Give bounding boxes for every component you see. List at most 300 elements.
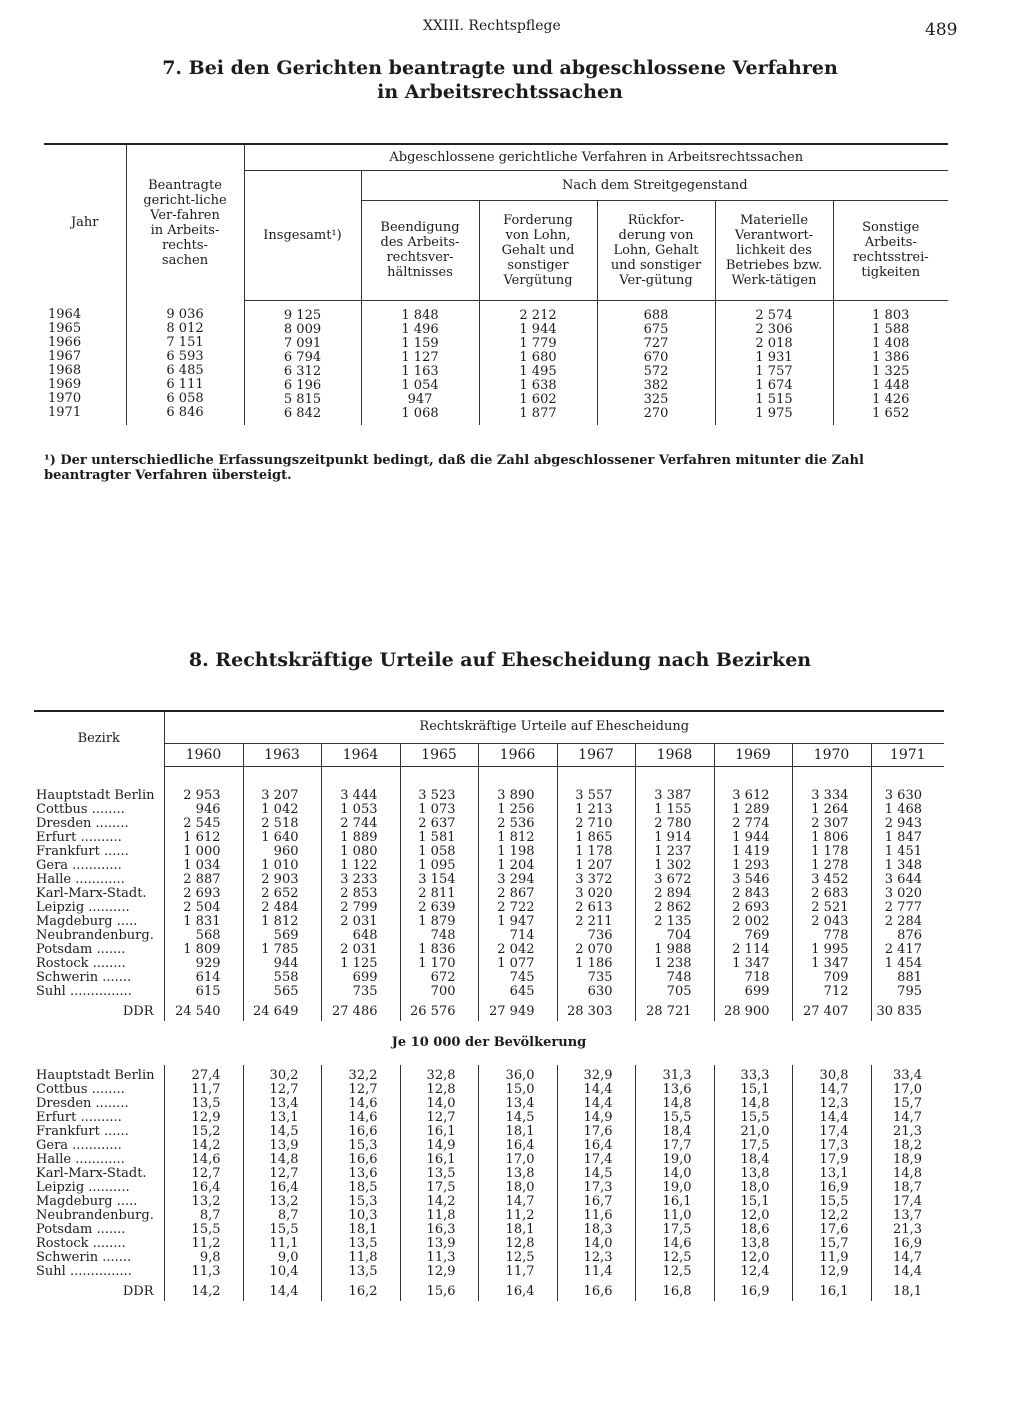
cell-value: 2 903 [261, 871, 299, 887]
cell-value: 1 640 [261, 829, 299, 845]
cell-value: 876 [897, 927, 922, 943]
cell-value: 11,3 [426, 1249, 456, 1265]
cell-value: 709 [823, 969, 849, 985]
col-absolute-1967 [557, 785, 635, 1001]
cell-value: 778 [823, 927, 849, 943]
cell-value: 18,4 [662, 1123, 692, 1139]
cell-value: 12,7 [348, 1081, 378, 1097]
cell-value: 1 077 [497, 955, 535, 971]
cell-value: 12,2 [819, 1207, 849, 1223]
cell-materielle: 1 515 [755, 391, 793, 407]
cell-value: 12,7 [269, 1165, 299, 1181]
cell-value: 14,9 [426, 1137, 456, 1153]
cell-value: 12,0 [740, 1249, 770, 1265]
cell-forderung: 1 495 [519, 363, 557, 379]
cell-jahr: 1971 [48, 405, 82, 420]
cell-value: 11,0 [662, 1207, 692, 1223]
cell-value: 15,0 [505, 1081, 535, 1097]
col-absolute-1971 [871, 785, 944, 1001]
cell-rueck: 382 [643, 377, 669, 393]
cell-value: 1 468 [884, 801, 922, 817]
cell-value: 3 452 [811, 871, 849, 887]
cell-value: 16,1 [662, 1193, 692, 1209]
cell-value: 14,0 [662, 1165, 692, 1181]
cell-beantragt: 6 111 [166, 377, 204, 392]
cell-forderung: 1 680 [519, 349, 557, 365]
cell-value: 12,5 [505, 1249, 535, 1265]
cell-value: 1 347 [811, 955, 849, 971]
cell-value: 18,0 [740, 1179, 770, 1195]
cell-value: 1 836 [418, 941, 456, 957]
col-beantragt-values [126, 300, 244, 425]
cell-value: 13,5 [348, 1235, 378, 1251]
cell-value: 18,5 [348, 1179, 378, 1195]
cell-value: 3 444 [340, 787, 378, 803]
cell-value: 1 944 [732, 829, 770, 845]
cell-value: 1 042 [261, 801, 299, 817]
bezirk-name: Gera ............ [36, 857, 122, 873]
cell-value: 14,2 [426, 1193, 456, 1209]
cell-value: 12,7 [426, 1109, 456, 1125]
cell-value: 699 [352, 969, 378, 985]
cell-jahr: 1967 [48, 349, 82, 364]
bezirk-name: Rostock ........ [36, 1235, 126, 1251]
cell-value: 12,7 [191, 1165, 221, 1181]
cell-value: 11,7 [505, 1263, 535, 1279]
cell-value: 1 612 [183, 829, 221, 845]
cell-jahr: 1968 [48, 363, 82, 378]
ddr-per-capita-1968: 16,8 [635, 1281, 714, 1301]
cell-jahr: 1964 [48, 307, 82, 322]
ddr-label-absolute: DDR [122, 1003, 154, 1019]
group-header-streitgegenstand: Nach dem Streitgegenstand [361, 170, 948, 200]
col-absolute-1965 [400, 785, 478, 1001]
bezirk-names-absolute [34, 785, 164, 1001]
cell-value: 11,4 [583, 1263, 613, 1279]
cell-value: 30,2 [269, 1067, 299, 1083]
cell-jahr: 1966 [48, 335, 82, 350]
cell-forderung: 2 212 [519, 307, 557, 323]
cell-value: 736 [587, 927, 613, 943]
cell-value: 31,3 [662, 1067, 692, 1083]
cell-value: 11,2 [505, 1207, 535, 1223]
cell-value: 2 114 [732, 941, 770, 957]
cell-value: 14,4 [583, 1095, 613, 1111]
ddr-label-per-capita: DDR [122, 1283, 154, 1299]
cell-value: 2 683 [811, 885, 849, 901]
cell-materielle: 2 574 [755, 307, 793, 323]
cell-value: 1 207 [575, 857, 613, 873]
cell-value: 12,9 [191, 1109, 221, 1125]
year-header-1965: 1965 [400, 743, 478, 766]
cell-rueck: 670 [643, 349, 669, 365]
col-header-beantragt: Beantragte gericht-liche Ver-fahren in Arbeits-rechts-sachen [126, 144, 244, 300]
cell-value: 15,1 [740, 1193, 770, 1209]
cell-value: 2 521 [811, 899, 849, 915]
cell-value: 16,9 [819, 1179, 849, 1195]
cell-value: 1 010 [261, 857, 299, 873]
col-absolute-1968 [635, 785, 714, 1001]
table8-title: 8. Rechtskräftige Urteile auf Ehescheidung nach Bezirken [188, 649, 812, 671]
cell-value: 1 812 [261, 913, 299, 929]
cell-value: 2 613 [575, 899, 613, 915]
cell-value: 21,3 [893, 1221, 922, 1237]
ddr-absolute-1963: 24 649 [243, 1001, 321, 1021]
ddr-absolute-1969: 28 900 [714, 1001, 792, 1021]
cell-value: 12,8 [426, 1081, 456, 1097]
cell-value: 712 [823, 983, 849, 999]
col-per-capita-1964 [321, 1065, 400, 1281]
bezirk-name: Karl-Marx-Stadt. [36, 1165, 147, 1181]
col-per-capita-1969 [714, 1065, 792, 1281]
cell-value: 9,8 [199, 1249, 221, 1265]
cell-value: 565 [273, 983, 299, 999]
cell-value: 3 672 [654, 871, 692, 887]
cell-value: 3 154 [418, 871, 456, 887]
cell-value: 2 042 [497, 941, 535, 957]
cell-value: 569 [273, 927, 299, 943]
cell-insgesamt: 6 794 [283, 349, 322, 365]
ddr-absolute-1971: 30 835 [871, 1001, 944, 1021]
cell-value: 18,1 [505, 1123, 535, 1139]
cell-value: 8,7 [277, 1207, 299, 1223]
cell-beendigung: 1 127 [401, 349, 439, 365]
bezirk-name: Schwerin ....... [36, 969, 132, 985]
cell-value: 13,9 [426, 1235, 456, 1251]
cell-value: 705 [666, 983, 692, 999]
cell-value: 2 002 [732, 913, 770, 929]
cell-value: 13,9 [269, 1137, 299, 1153]
cell-value: 13,1 [269, 1109, 299, 1125]
cell-value: 16,6 [348, 1151, 378, 1167]
cell-value: 2 862 [654, 899, 692, 915]
cell-beantragt: 6 058 [166, 391, 204, 406]
per-capita-header: Je 10 000 der Bevölkerung [391, 1034, 587, 1050]
cell-value: 14,7 [893, 1109, 922, 1125]
table8 [34, 710, 944, 1301]
cell-value: 960 [273, 843, 299, 859]
cell-value: 10,4 [269, 1263, 299, 1279]
cell-value: 15,1 [740, 1081, 770, 1097]
cell-value: 2 853 [340, 885, 378, 901]
cell-value: 1 348 [884, 857, 922, 873]
bezirk-name: Hauptstadt Berlin [36, 1067, 155, 1083]
col-per-capita-1960 [164, 1065, 243, 1281]
cell-sonstige: 1 803 [872, 307, 910, 323]
ddr-absolute-1966: 27 949 [478, 1001, 557, 1021]
cell-beendigung: 1 496 [401, 321, 439, 337]
cell-value: 714 [509, 927, 535, 943]
cell-value: 17,7 [662, 1137, 692, 1153]
cell-value: 946 [195, 801, 221, 817]
cell-value: 15,3 [348, 1193, 378, 1209]
cell-rueck: 675 [643, 321, 669, 337]
cell-value: 13,6 [348, 1165, 378, 1181]
cell-value: 1 581 [418, 829, 456, 845]
cell-value: 2 744 [340, 815, 378, 831]
year-header-1967: 1967 [557, 743, 635, 766]
cell-value: 3 372 [575, 871, 613, 887]
cell-value: 16,7 [583, 1193, 613, 1209]
cell-value: 27,4 [191, 1067, 221, 1083]
cell-value: 735 [587, 969, 613, 985]
cell-value: 10,3 [348, 1207, 378, 1223]
cell-value: 33,4 [893, 1067, 922, 1083]
cell-value: 2 536 [497, 815, 535, 831]
cell-value: 12,3 [583, 1249, 613, 1265]
cell-beendigung: 1 848 [401, 307, 439, 323]
col-header-materielle: Materielle Verantwort-lichkeit des Betriebes bzw. Werk-tätigen [715, 200, 833, 300]
year-header-1966: 1966 [478, 743, 557, 766]
cell-value: 15,5 [269, 1221, 299, 1237]
ddr-per-capita-1966: 16,4 [478, 1281, 557, 1301]
cell-value: 14,6 [662, 1235, 692, 1251]
cell-value: 15,2 [191, 1123, 221, 1139]
cell-value: 13,1 [819, 1165, 849, 1181]
cell-insgesamt: 5 815 [283, 391, 322, 407]
cell-value: 735 [352, 983, 378, 999]
cell-value: 17,5 [426, 1179, 456, 1195]
bezirk-name: Leipzig .......... [36, 899, 130, 915]
ddr-absolute-1964: 27 486 [321, 1001, 400, 1021]
col-per-capita-1970 [792, 1065, 871, 1281]
cell-materielle: 2 306 [755, 321, 793, 337]
cell-value: 1 186 [575, 955, 613, 971]
bezirk-name: Neubrandenburg. [36, 1207, 154, 1223]
cell-insgesamt: 6 842 [283, 405, 322, 421]
cell-value: 1 419 [732, 843, 770, 859]
cell-materielle: 1 931 [755, 349, 793, 365]
cell-insgesamt: 7 091 [283, 335, 322, 351]
cell-value: 14,2 [191, 1137, 221, 1153]
table7 [44, 143, 948, 425]
cell-beantragt: 7 151 [166, 335, 204, 350]
cell-forderung: 1 877 [519, 405, 557, 421]
cell-value: 1 889 [340, 829, 378, 845]
cell-value: 18,1 [505, 1221, 535, 1237]
cell-sonstige: 1 426 [872, 391, 910, 407]
cell-value: 1 865 [575, 829, 613, 845]
col-absolute-1963 [243, 785, 321, 1001]
cell-value: 1 302 [654, 857, 692, 873]
bezirk-name: Magdeburg ..... [36, 1193, 138, 1209]
cell-value: 14,6 [191, 1151, 221, 1167]
cell-value: 748 [666, 969, 692, 985]
cell-value: 1 213 [575, 801, 613, 817]
bezirk-name: Erfurt .......... [36, 829, 122, 845]
cell-value: 614 [195, 969, 221, 985]
bezirk-name: Cottbus ........ [36, 801, 125, 817]
cell-beendigung: 1 163 [401, 363, 439, 379]
cell-value: 32,2 [348, 1067, 378, 1083]
cell-value: 18,0 [505, 1179, 535, 1195]
cell-value: 16,4 [269, 1179, 299, 1195]
cell-value: 13,5 [348, 1263, 378, 1279]
cell-value: 15,5 [662, 1109, 692, 1125]
cell-value: 17,9 [819, 1151, 849, 1167]
cell-value: 718 [744, 969, 770, 985]
cell-value: 11,9 [819, 1249, 849, 1265]
cell-value: 14,0 [583, 1235, 613, 1251]
cell-value: 929 [195, 955, 221, 971]
bezirk-name: Halle ............ [36, 1151, 125, 1167]
cell-value: 11,8 [348, 1249, 378, 1265]
cell-value: 13,5 [191, 1095, 221, 1111]
col-materielle-values [715, 300, 833, 425]
cell-value: 2 943 [884, 815, 922, 831]
cell-value: 13,2 [269, 1193, 299, 1209]
cell-value: 14,7 [893, 1249, 922, 1265]
cell-value: 11,2 [191, 1235, 221, 1251]
cell-value: 14,0 [426, 1095, 456, 1111]
cell-value: 1 178 [811, 843, 849, 859]
cell-value: 699 [744, 983, 770, 999]
cell-value: 13,7 [893, 1207, 922, 1223]
cell-value: 18,3 [583, 1221, 613, 1237]
cell-value: 16,4 [191, 1179, 221, 1195]
cell-value: 14,5 [583, 1165, 613, 1181]
cell-value: 18,2 [893, 1137, 922, 1153]
cell-value: 700 [430, 983, 456, 999]
cell-value: 2 307 [811, 815, 849, 831]
cell-value: 2 693 [183, 885, 221, 901]
cell-value: 21,0 [740, 1123, 770, 1139]
cell-value: 1 812 [497, 829, 535, 845]
ddr-per-capita-1967: 16,6 [557, 1281, 635, 1301]
cell-beantragt: 6 846 [166, 405, 204, 420]
cell-value: 14,8 [893, 1165, 922, 1181]
cell-value: 2 545 [183, 815, 221, 831]
cell-value: 2 284 [884, 913, 922, 929]
year-header-1963: 1963 [243, 743, 321, 766]
cell-value: 1 125 [340, 955, 378, 971]
cell-value: 13,2 [191, 1193, 221, 1209]
cell-value: 17,0 [505, 1151, 535, 1167]
ddr-per-capita-1971: 18,1 [871, 1281, 944, 1301]
cell-value: 615 [195, 983, 221, 999]
cell-value: 1 831 [183, 913, 221, 929]
cell-value: 1 237 [654, 843, 692, 859]
cell-value: 769 [744, 927, 770, 943]
cell-value: 3 207 [261, 787, 299, 803]
cell-value: 1 178 [575, 843, 613, 859]
ddr-absolute-1967: 28 303 [557, 1001, 635, 1021]
cell-value: 3 020 [575, 885, 613, 901]
cell-beantragt: 6 485 [166, 363, 204, 378]
cell-value: 2 780 [654, 815, 692, 831]
cell-value: 12,5 [662, 1263, 692, 1279]
col-per-capita-1963 [243, 1065, 321, 1281]
cell-value: 14,7 [505, 1193, 535, 1209]
bezirk-name: Cottbus ........ [36, 1081, 125, 1097]
bezirk-name: Hauptstadt Berlin [36, 787, 155, 803]
col-absolute-1964 [321, 785, 400, 1001]
cell-value: 648 [352, 927, 378, 943]
cell-value: 1 914 [654, 829, 692, 845]
cell-value: 17,5 [662, 1221, 692, 1237]
cell-value: 36,0 [505, 1067, 535, 1083]
bezirk-name: Dresden ........ [36, 1095, 129, 1111]
cell-value: 9,0 [277, 1249, 299, 1265]
cell-value: 1 454 [884, 955, 922, 971]
cell-value: 16,3 [426, 1221, 456, 1237]
table7-title-line2: in Arbeitsrechtssachen [377, 81, 623, 103]
cell-value: 745 [509, 969, 535, 985]
cell-value: 8,7 [199, 1207, 221, 1223]
col-forderung-values [479, 300, 597, 425]
cell-value: 1 204 [497, 857, 535, 873]
year-header-1969: 1969 [714, 743, 792, 766]
cell-value: 672 [430, 969, 456, 985]
cell-materielle: 1 674 [755, 377, 793, 393]
bezirk-name: Potsdam ....... [36, 1221, 126, 1237]
cell-insgesamt: 9 125 [283, 307, 322, 323]
cell-value: 1 347 [732, 955, 770, 971]
cell-value: 2 774 [732, 815, 770, 831]
cell-value: 2 894 [654, 885, 692, 901]
ddr-absolute-1960: 24 540 [164, 1001, 243, 1021]
col-per-capita-1967 [557, 1065, 635, 1281]
cell-sonstige: 1 652 [872, 405, 910, 421]
cell-value: 17,4 [819, 1123, 849, 1139]
cell-value: 17,4 [893, 1193, 922, 1209]
cell-rueck: 727 [643, 335, 669, 351]
cell-value: 1 095 [418, 857, 456, 873]
year-header-1960: 1960 [164, 743, 243, 766]
col-per-capita-1971 [871, 1065, 944, 1281]
cell-value: 2 953 [183, 787, 221, 803]
cell-value: 13,4 [505, 1095, 535, 1111]
year-header-1968: 1968 [635, 743, 714, 766]
cell-insgesamt: 8 009 [283, 321, 322, 337]
cell-value: 32,8 [426, 1067, 456, 1083]
cell-value: 1 995 [811, 941, 849, 957]
cell-value: 18,6 [740, 1221, 770, 1237]
cell-value: 3 523 [418, 787, 456, 803]
col-absolute-1960 [164, 785, 243, 1001]
cell-beantragt: 8 012 [166, 321, 204, 336]
bezirk-name: Gera ............ [36, 1137, 122, 1153]
cell-rueck: 688 [643, 307, 669, 323]
cell-value: 14,7 [819, 1081, 849, 1097]
cell-beantragt: 6 593 [166, 349, 204, 364]
cell-value: 18,1 [348, 1221, 378, 1237]
col-header-insgesamt: Insgesamt¹) [244, 170, 361, 300]
col-header-beendigung: Beendigung des Arbeits-rechtsver-hältnisses [361, 200, 479, 300]
ddr-per-capita-1965: 15,6 [400, 1281, 478, 1301]
cell-value: 13,8 [740, 1235, 770, 1251]
cell-value: 1 170 [418, 955, 456, 971]
cell-value: 2 777 [884, 899, 922, 915]
cell-value: 3 294 [497, 871, 535, 887]
cell-value: 3 387 [654, 787, 692, 803]
ddr-absolute-1970: 27 407 [792, 1001, 871, 1021]
cell-value: 2 639 [418, 899, 456, 915]
cell-forderung: 1 602 [519, 391, 557, 407]
cell-value: 14,8 [662, 1095, 692, 1111]
cell-beendigung: 1 054 [401, 377, 439, 393]
cell-value: 17,3 [583, 1179, 613, 1195]
col-absolute-1969 [714, 785, 792, 1001]
col-per-capita-1968 [635, 1065, 714, 1281]
cell-forderung: 1 944 [519, 321, 557, 337]
cell-insgesamt: 6 196 [283, 377, 322, 393]
cell-value: 11,7 [191, 1081, 221, 1097]
cell-value: 1 988 [654, 941, 692, 957]
cell-value: 2 484 [261, 899, 299, 915]
cell-value: 2 043 [811, 913, 849, 929]
col-absolute-1970 [792, 785, 871, 1001]
